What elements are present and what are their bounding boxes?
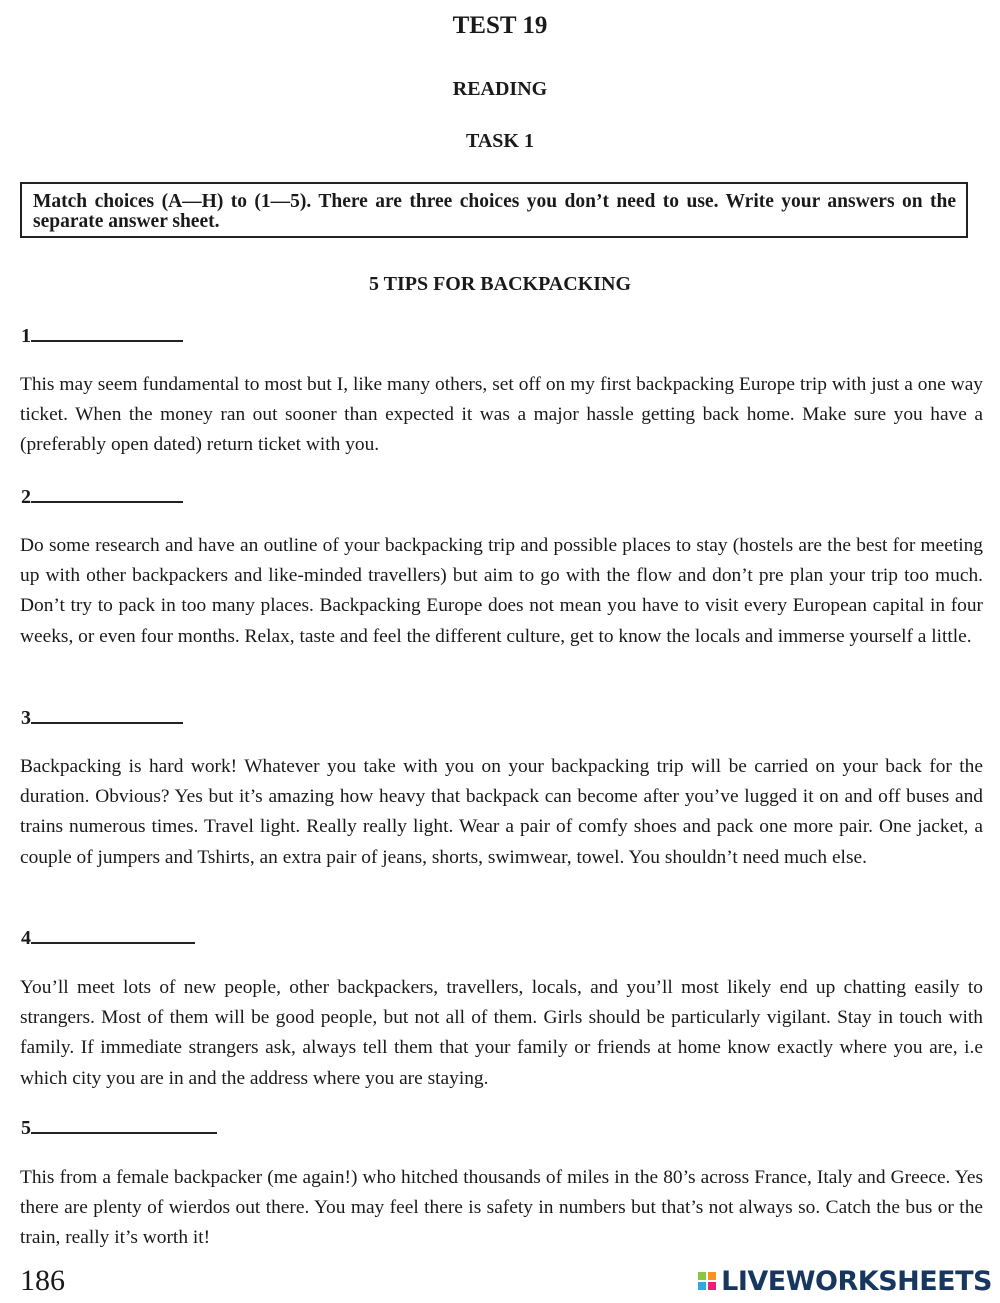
answer-gap-3[interactable] — [21, 705, 183, 730]
gap-number: 2 — [21, 486, 31, 508]
answer-blank[interactable] — [31, 705, 183, 724]
article-title: 5 TIPS FOR BACKPACKING — [368, 273, 632, 295]
answer-gap-2[interactable] — [21, 484, 183, 509]
answer-blank[interactable] — [31, 1115, 217, 1134]
tip-paragraph-2: Do some research and have an outline of your backpacking trip and possible places to stay (hostels are the best for meeting up with other backpackers and like-minded travellers) but aim to go with the flow and don’t pre plan your trip too much. Don’t try to pack in too many places. Backpacking Europe does not mean you have to visit every European capital in four weeks, or even four months. Relax, taste and feel the different culture, get to know the locals and immerse yourself a little. — [20, 535, 983, 647]
liveworksheets-watermark[interactable] — [698, 1266, 992, 1296]
answer-blank[interactable] — [31, 925, 195, 944]
gap-number: 1 — [21, 325, 31, 347]
gap-number: 3 — [21, 707, 31, 729]
answer-blank[interactable] — [31, 484, 183, 503]
liveworksheets-logo-icon — [698, 1272, 716, 1290]
gap-number: 4 — [21, 927, 31, 949]
instructions-box: Match choices (A—H) to (1—5). There are three choices you don’t need to use. Write your answers on the separate answer sheet. — [20, 182, 968, 238]
answer-gap-5[interactable] — [21, 1115, 217, 1140]
watermark-text: LIVEWORKSHEETS — [721, 1265, 992, 1297]
answer-blank[interactable] — [31, 323, 183, 342]
gap-number: 5 — [21, 1117, 31, 1139]
section-title: READING — [452, 78, 548, 100]
tip-paragraph-5: This from a female backpacker (me again!) who hitched thousands of miles in the 80’s across France, Italy and Greece. Yes there are plenty of wierdos out there. You may feel there is safety in numbers but that’s not always so. Catch the bus or the train, really it’s worth it! — [20, 1167, 983, 1249]
tip-paragraph-3: Backpacking is hard work! Whatever you take with you on your backpacking trip will be carried on your back for the duration. Obvious? Yes but it’s amazing how heavy that backpack can become after you’ve lugged it on and off buses and trains numerous times. Travel light. Really really light. Wear a pair of comfy shoes and pack one more pair. One jacket, a couple of jumpers and Tshirts, an extra pair of jeans, shorts, swimwear, towel. You shouldn’t need much else. — [20, 756, 983, 868]
task-title: TASK 1 — [466, 130, 534, 152]
tip-paragraph-1: This may seem fundamental to most but I, like many others, set off on my first backpacking Europe trip with just a one way ticket. When the money ran out sooner than expected it was a major hassle getting back home. Make sure you have a (preferably open dated) return ticket with you. — [20, 374, 983, 456]
tip-paragraph-4: You’ll meet lots of new people, other backpackers, travellers, locals, and you’ll most likely end up chatting easily to strangers. Most of them will be good people, but not all of them. Girls should be particularly vigilant. Stay in touch with family. If immediate strangers ask, always tell them that your family or friends at home know exactly where you are, i.e which city you are in and the address where you are staying. — [20, 977, 983, 1089]
answer-gap-4[interactable] — [21, 925, 195, 950]
page-number: 186 — [20, 1264, 65, 1297]
answer-gap-1[interactable] — [21, 323, 183, 348]
test-title: TEST 19 — [452, 12, 548, 39]
